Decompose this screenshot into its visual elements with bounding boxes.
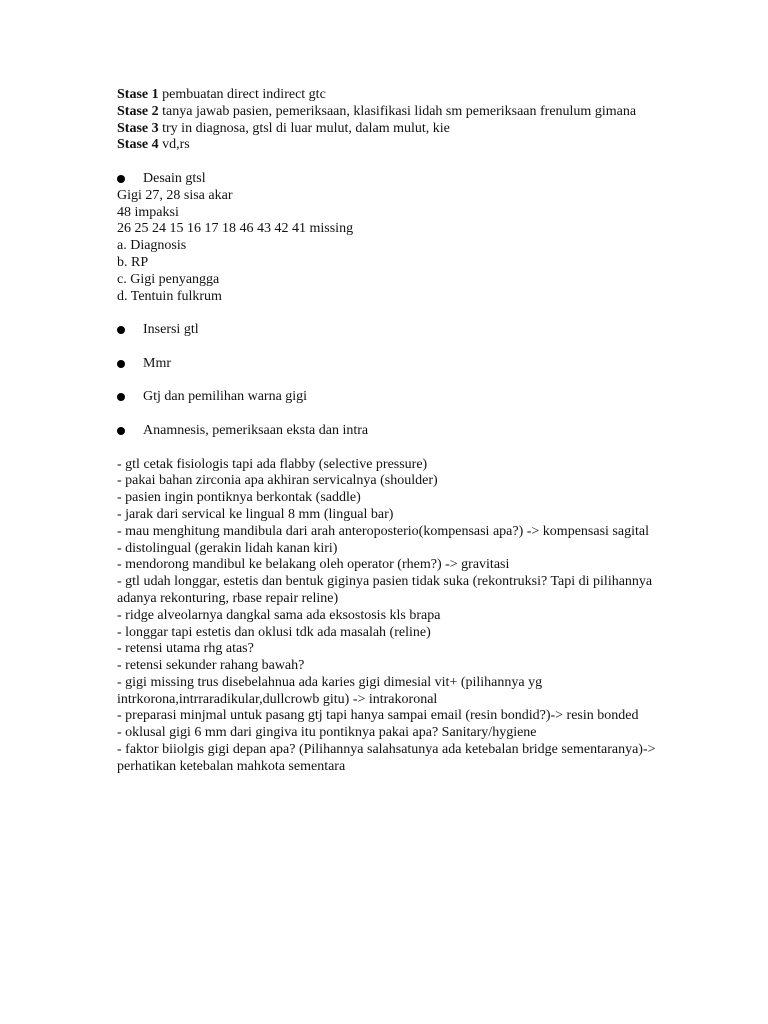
note-line: - oklusal gigi 6 mm dari gingiva itu pontiknya pakai apa? Sanitary/hygiene	[117, 725, 537, 741]
bullet-text: Insersi gtl	[143, 322, 199, 338]
note-line: - mau menghitung mandibula dari arah anteroposterio(kompensasi apa?) -> kompensasi sagital	[117, 523, 649, 539]
bullet-icon	[117, 175, 125, 183]
note-line: - gtl cetak fisiologis tapi ada flabby (selective pressure)	[117, 456, 428, 472]
desain-line: c. Gigi penyangga	[117, 271, 220, 287]
note-line: - pakai bahan zirconia apa akhiran servicalnya (shoulder)	[117, 473, 438, 489]
note-line: - pasien ingin pontiknya berkontak (saddle)	[117, 490, 361, 506]
stase-text: tanya jawab pasien, pemeriksaan, klasifikasi lidah sm pemeriksaan frenulum gimana	[158, 103, 637, 119]
stase-3	[117, 121, 657, 138]
spacer	[117, 305, 657, 322]
bullet-item-insersi	[117, 322, 657, 339]
desain-line: 48 impaksi	[117, 204, 179, 220]
stase-2	[117, 104, 657, 121]
note-line: - mendorong mandibul ke belakang oleh operator (rhem?) -> gravitasi	[117, 557, 510, 573]
note-line: - ridge alveolarnya dangkal sama ada eksostosis kls brapa	[117, 607, 441, 623]
stase-1	[117, 87, 657, 104]
stase-text: vd,rs	[158, 137, 190, 153]
stase-label: Stase 2	[117, 103, 159, 119]
bullet-item-anamnesis	[117, 423, 657, 440]
note-line: - faktor biiolgis gigi depan apa? (Pilihannya salahsatunya ada ketebalan bridge sementaranya)-> perhatikan ketebalan mahkota sementara	[117, 742, 656, 774]
stase-4	[117, 137, 657, 154]
stase-text: try in diagnosa, gtsl di luar mulut, dalam mulut, kie	[158, 120, 450, 136]
bullet-icon	[117, 360, 125, 368]
stase-text: pembuatan direct indirect gtc	[158, 87, 326, 102]
desain-line: Gigi 27, 28 sisa akar	[117, 187, 233, 203]
stase-label: Stase 1	[117, 87, 159, 102]
spacer	[117, 373, 657, 390]
note-line: - gtl udah longgar, estetis dan bentuk giginya pasien tidak suka (rekontruksi? Tapi di pilihannya adanya rekonturing, rbase repair reline)	[117, 574, 653, 606]
bullet-item-gtj	[117, 389, 657, 406]
bullet-text: Gtj dan pemilihan warna gigi	[143, 389, 308, 405]
bullet-text: Anamnesis, pemeriksaan eksta dan intra	[143, 422, 369, 438]
bullet-item-mmr	[117, 356, 657, 373]
desain-line: d. Tentuin fulkrum	[117, 288, 222, 304]
spacer	[117, 339, 657, 356]
bullet-item-desain	[117, 171, 657, 188]
bullet-text: Mmr	[143, 355, 171, 371]
stase-label: Stase 3	[117, 120, 159, 136]
note-line: - gigi missing trus disebelahnua ada karies gigi dimesial vit+ (pilihannya yg intrkorona,intrraradikular,dullcrowb gitu) -> intrakoronal	[117, 674, 543, 707]
document-page	[117, 87, 657, 776]
note-line: - distolingual (gerakin lidah kanan kiri)	[117, 540, 338, 556]
spacer	[117, 440, 657, 457]
desain-line: 26 25 24 15 16 17 18 46 43 42 41 missing	[117, 221, 354, 237]
note-line: - jarak dari servical ke lingual 8 mm (lingual bar)	[117, 506, 394, 522]
spacer	[117, 406, 657, 423]
note-line: - retensi sekunder rahang bawah?	[117, 658, 305, 674]
stase-label: Stase 4	[117, 137, 159, 153]
bullet-icon	[117, 393, 125, 401]
desain-line: a. Diagnosis	[117, 238, 187, 254]
spacer	[117, 154, 657, 171]
note-line: - retensi utama rhg atas?	[117, 641, 254, 657]
desain-line: b. RP	[117, 254, 149, 270]
note-line: - preparasi minjmal untuk pasang gtj tapi hanya sampai email (resin bondid?)-> resin bonded	[117, 708, 639, 724]
bullet-icon	[117, 326, 125, 334]
note-line: - longgar tapi estetis dan oklusi tdk ada masalah (reline)	[117, 624, 431, 640]
bullet-text: Desain gtsl	[143, 170, 206, 186]
bullet-icon	[117, 427, 125, 435]
